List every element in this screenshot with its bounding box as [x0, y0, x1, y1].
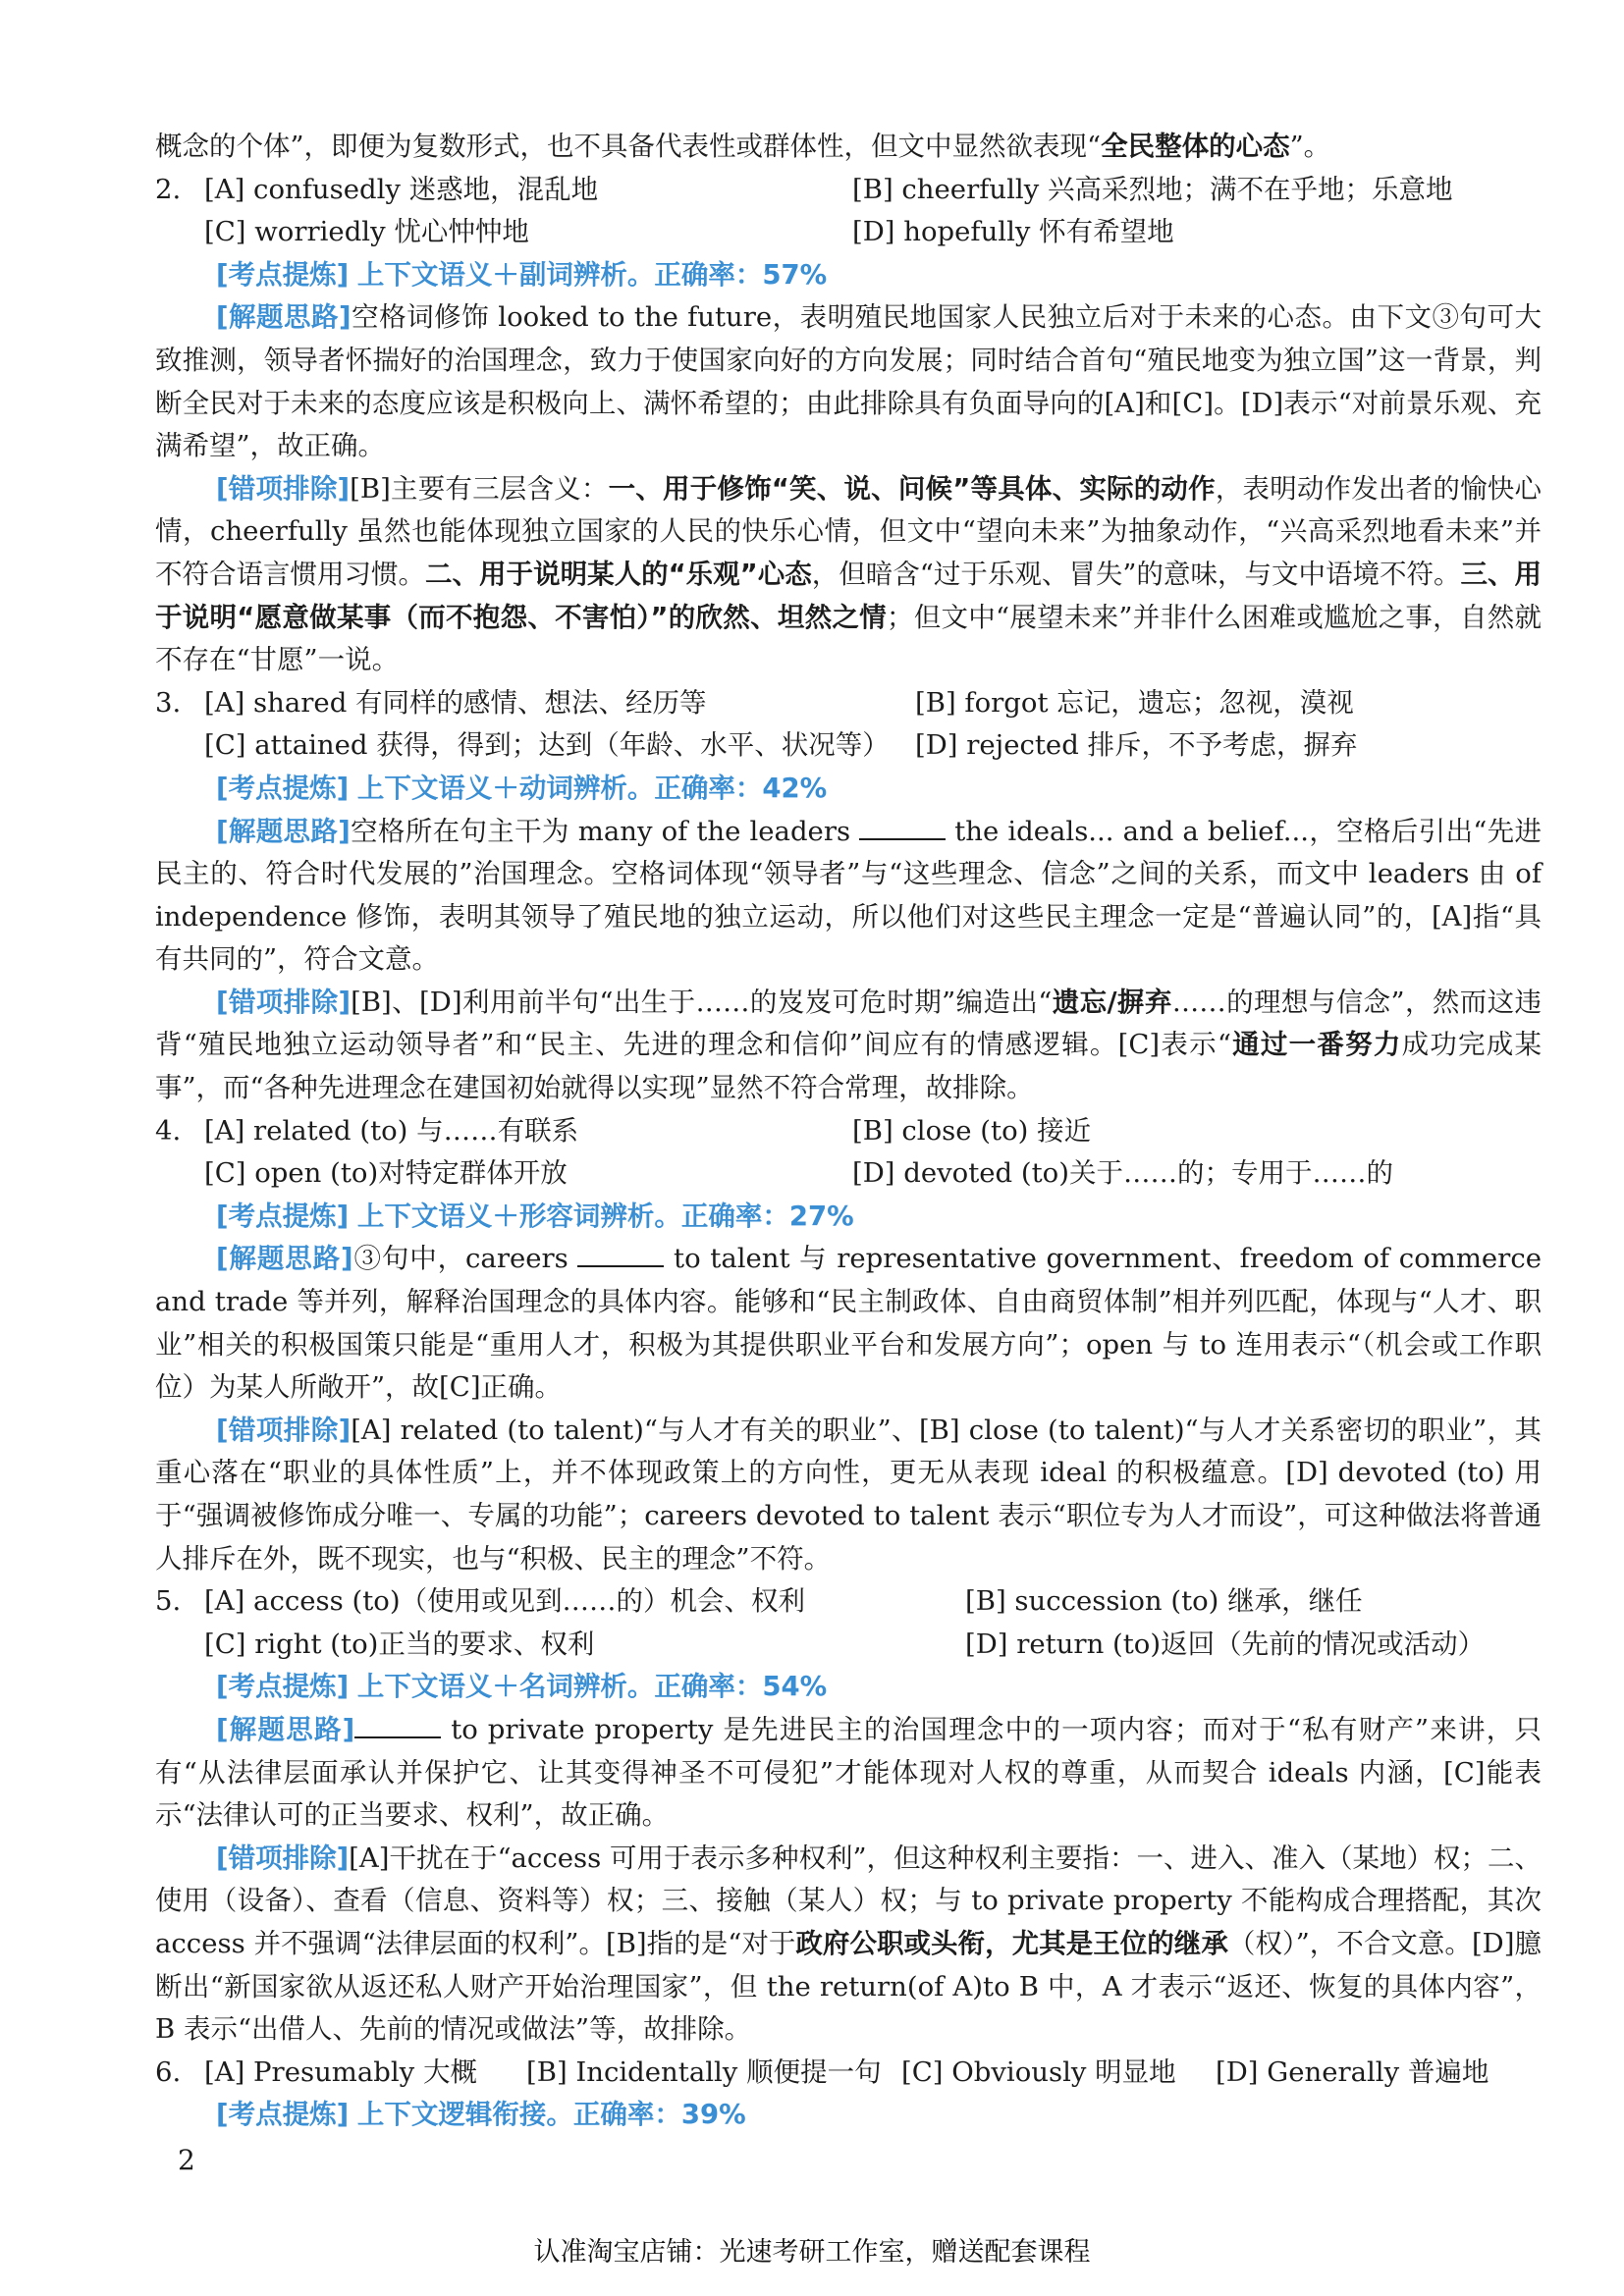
option-d: [D] devoted (to)关于……的；专用于……的 — [852, 1157, 1393, 1190]
emphasis-text: 遗忘/摒弃 — [1052, 986, 1172, 1018]
emphasis-text: 三、用于说明“愿意做某事（而不抱怨、不害怕）”的欣然、坦然之情 — [155, 558, 1543, 633]
option-b: [B] succession (to) 继承，继任 — [965, 1585, 1363, 1618]
solution-idea: [解题思路]空格词修饰 looked to the future，表明殖民地国家人民独立后对于未来的心态。由下文③句可大致推测，领导者怀揣好的治国理念，致力于使国家向好的方向发展；同时结合首句“殖民地变为独立国”这一背景，判断全民对于未来的态度应该是积极向上、满怀希望的；由此排除具有负面导向的[A]和[C]。[D]表示“对前景乐观、充满希望”，故正确。 — [155, 301, 1542, 462]
body-text: ……的理想与信念”，然而这违背“殖民地独立运动领导者”和“民主、先进的理念和信仰”间应有的情感逻辑。[C]表示“ — [155, 986, 1543, 1061]
option-c: [C] right (to)正当的要求、权利 — [204, 1628, 595, 1660]
answer-blank — [354, 1709, 441, 1738]
page-body — [155, 126, 1542, 2137]
option-c: [C] worriedly 忧心忡忡地 — [204, 216, 529, 248]
option-b: [B] close (to) 接近 — [852, 1114, 1092, 1147]
footer-note: 认准淘宝店铺：光速考研工作室，赠送配套课程 — [533, 2237, 1091, 2268]
option-a: [A] related (to) 与……有联系 — [204, 1114, 579, 1147]
question-4-options — [155, 1110, 1542, 1196]
option-d: [D] Generally 普遍地 — [1216, 2056, 1489, 2088]
option-b: [B] Incidentally 顺便提一句 — [526, 2056, 882, 2088]
question-5-options — [155, 1580, 1542, 1666]
option-d: [D] hopefully 怀有希望地 — [852, 216, 1174, 248]
question-number: 3. — [155, 686, 182, 719]
answer-blank — [577, 1239, 664, 1268]
body-text: [B]、[D]利用前半句“出生于……的岌岌可危时期”编造出“ — [351, 986, 1053, 1018]
wrong-option-analysis: [错项排除][A] related (to talent)“与人才有关的职业”、[B] close (to talent)“与人才关系密切的职业”，其重心落在“职业的具体性质”上，并不体现政策上的方向性，更无从表现 ideal 的积极蕴意。[D] devoted (to) 用于“强调被修饰成分唯一、专属的功能”；careers devoted to talent 表示“职位专为人才而设”，可这种做法将普通人排斥在外，既不现实，也与“积极、民主的理念”不符。 — [155, 1414, 1542, 1575]
option-a: [A] confusedly 迷惑地，混乱地 — [204, 173, 599, 205]
option-d: [D] return (to)返回（先前的情况或活动） — [965, 1628, 1486, 1660]
emphasis-text: 一、用于修饰“笑、说、问候”等具体、实际的动作 — [608, 472, 1216, 505]
emphasis-text: 政府公职或头衔，尤其是王位的继承 — [795, 1927, 1228, 1959]
body-text: ”。 — [1289, 131, 1331, 162]
question-2-options — [155, 169, 1542, 254]
body-text: [A]干扰在于“access 可用于表示多种权利”，但这种权利主要指：一、进入、准入（某地）权；二、使用（设备）、查看（信息、资料等）权；三、接触（某人）权；与 to private property 不能构成合理搭配，其次 access 并不强调“法律层面的权利”。[B]指的是“对于 — [155, 1842, 1543, 1959]
option-a: [A] Presumably 大概 — [204, 2056, 477, 2088]
wrong-option-analysis: [错项排除][B]、[D]利用前半句“出生于……的岌岌可危时期”编造出“遗忘/摒弃……的理想与信念”，然而这违背“殖民地独立运动领导者”和“民主、先进的理念和信仰”间应有的情感逻辑。[C]表示“通过一番努力成功完成某事”，而“各种先进理念在建国初始就得以实现”显然不符合常理，故排除。 — [155, 986, 1543, 1104]
body-text: （权）”，不合文意。[D]臆断出“新国家欲从返还私人财产开始治理国家”，但 the return(of A)to B 中，A 才表示“返还、恢复的具体内容”，B 表示“出借人、先前的情况或做法”等，故排除。 — [155, 1927, 1542, 2046]
answer-blank — [859, 811, 946, 840]
key-point: [考点提炼] 上下文语义＋副词辨析。正确率：57% — [216, 258, 828, 291]
wrong-option-analysis: [错项排除][B]主要有三层含义：一、用于修饰“笑、说、问候”等具体、实际的动作，表明动作发出者的愉快心情，cheerfully 虽然也能体现独立国家的人民的快乐心情，但文中“望向未来”为抽象动作，“兴高采烈地看未来”并不符合语言惯用习惯。二、用于说明某人的“乐观”心态，但暗含“过于乐观、冒失”的意味，与文中语境不符。三、用于说明“愿意做某事（而不抱怨、不害怕）”的欣然、坦然之情；但文中“展望未来”并非什么困难或尴尬之事，自然就不存在“甘愿”一说。 — [155, 472, 1543, 676]
body-text: ，但暗含“过于乐观、冒失”的意味，与文中语境不符。 — [811, 558, 1461, 590]
key-point: [考点提炼] 上下文语义＋形容词辨析。正确率：27% — [216, 1200, 854, 1232]
question-number: 4. — [155, 1114, 182, 1147]
question-6-options — [155, 2052, 1542, 2095]
intro-paragraph — [155, 126, 1542, 169]
solution-idea: [解题思路]③句中，careers to talent 与 representative government、freedom of commerce and trade 等并列，解释治国理念的具体内容。能够和“民主制政体、自由商贸体制”相并列匹配，体现与“人才、职业”相关的积极国策只能是“重用人才，积极为其提供职业平台和发展方向”；open 与 to 连用表示“（机会或工作职位）为某人所敞开”，故[C]正确。 — [155, 1238, 1542, 1409]
emphasis-text: 全民整体的心态 — [1101, 131, 1290, 162]
option-c: [C] open (to)对特定群体开放 — [204, 1157, 568, 1190]
option-b: [B] forgot 忘记，遗忘；忽视，漠视 — [915, 686, 1354, 719]
body-text: ；但文中“展望未来”并非什么困难或尴尬之事，自然就不存在“甘愿”一说。 — [155, 601, 1542, 676]
body-text: ，表明动作发出者的愉快心情，cheerfully 虽然也能体现独立国家的人民的快乐心情，但文中“望向未来”为抽象动作，“兴高采烈地看未来”并不符合语言惯用习惯。 — [155, 472, 1542, 590]
key-point: [考点提炼] 上下文逻辑衔接。正确率：39% — [216, 2099, 746, 2131]
solution-idea: [解题思路] to private property 是先进民主的治国理念中的一项内容；而对于“私有财产”来讲，只有“从法律层面承认并保护它、让其变得神圣不可侵犯”才能体现对人权的尊重，从而契合 ideals 内涵，[C]能表示“法律认可的正当要求、权利”，故正确。 — [155, 1709, 1542, 1838]
emphasis-text: 二、用于说明某人的“乐观”心态 — [425, 558, 812, 590]
key-point: [考点提炼] 上下文语义＋名词辨析。正确率：54% — [216, 1671, 828, 1703]
option-c: [C] attained 获得，得到；达到（年龄、水平、状况等） — [204, 729, 890, 762]
option-a: [A] shared 有同样的感情、想法、经历等 — [204, 686, 707, 719]
body-text: [B]主要有三层含义： — [350, 472, 609, 505]
key-point: [考点提炼] 上下文语义＋动词辨析。正确率：42% — [216, 772, 828, 804]
option-b: [B] cheerfully 兴高采烈地；满不在乎地；乐意地 — [852, 173, 1453, 205]
option-c: [C] Obviously 明显地 — [901, 2056, 1176, 2088]
question-number: 2. — [155, 173, 182, 205]
body-text: 成功完成某事”，而“各种先进理念在建国初始就得以实现”显然不符合常理，故排除。 — [155, 1029, 1542, 1104]
question-number: 6. — [155, 2056, 182, 2088]
body-text: 概念的个体”，即便为复数形式，也不具备代表性或群体性，但文中显然欲表现“ — [155, 131, 1102, 162]
page-number: 2 — [178, 2144, 195, 2176]
question-number: 5. — [155, 1585, 182, 1618]
question-3-options — [155, 682, 1542, 768]
solution-idea: [解题思路]空格所在句主干为 many of the leaders the ideals... and a belief...，空格后引出“先进民主的、符合时代发展的”治国理念。空格词体现“领导者”与“这些理念、信念”之间的关系，而文中 leaders 由 of independence 修饰，表明其领导了殖民地的独立运动，所以他们对这些民主理念一定是“普遍认同”的，[A]指“具有共同的”，符合文意。 — [155, 811, 1542, 982]
option-a: [A] access (to)（使用或见到……的）机会、权利 — [204, 1585, 806, 1618]
wrong-option-analysis: [错项排除][A]干扰在于“access 可用于表示多种权利”，但这种权利主要指：一、进入、准入（某地）权；二、使用（设备）、查看（信息、资料等）权；三、接触（某人）权；与 to private property 不能构成合理搭配，其次 access 并不强调“法律层面的权利”。[B]指的是“对于政府公职或头衔，尤其是王位的继承（权）”，不合文意。[D]臆断出“新国家欲从返还私人财产开始治理国家”，但 the return(of A)to B 中，A 才表示“返还、恢复的具体内容”，B 表示“出借人、先前的情况或做法”等，故排除。 — [155, 1842, 1543, 2046]
emphasis-text: 通过一番努力 — [1230, 1029, 1402, 1061]
body-text: [A] related (to talent)“与人才有关的职业”、[B] close (to talent)“与人才关系密切的职业”，其重心落在“职业的具体性质”上，并不体现政策上的方向性，更无从表现 ideal 的积极蕴意。[D] devoted (to) 用于“强调被修饰成分唯一、专属的功能”；careers devoted to talent 表示“职位专为人才而设”，可这种做法将普通人排斥在外，既不现实，也与“积极、民主的理念”不符。 — [155, 1414, 1542, 1575]
option-d: [D] rejected 排斥，不予考虑，摒弃 — [915, 729, 1358, 762]
